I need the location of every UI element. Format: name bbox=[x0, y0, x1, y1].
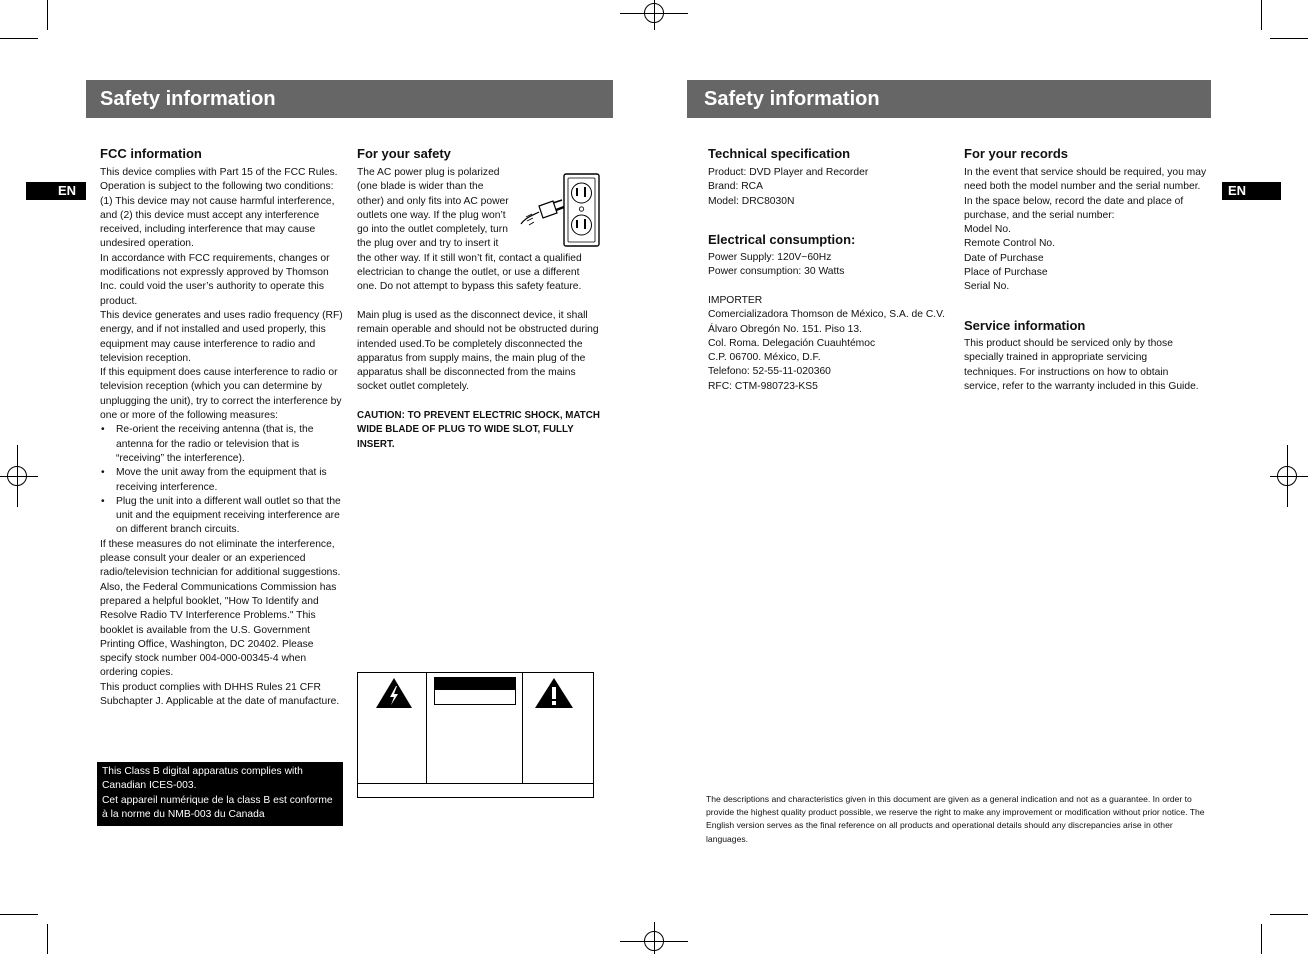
records-field: Serial No. bbox=[964, 281, 1010, 293]
list-item: C.P. 06700. México, D.F. bbox=[708, 352, 821, 364]
fcc-para-3: This device generates and uses radio frequency (RF) energy, and if not installed and used properly, this equipment may cause interference to radio and television reception. bbox=[100, 309, 343, 364]
mains-plug-text: Main plug is used as the disconnect device, it shall remain operable and should not be obstructed during intended used.To be completely disconnected the apparatus from supply mains, the main plug of the apparatus shall be disconnected from the mains socket outlet completely. bbox=[357, 309, 599, 393]
plug-outlet-illustration bbox=[517, 170, 607, 250]
list-item: IMPORTER bbox=[708, 295, 763, 306]
service-heading: Service information bbox=[964, 318, 1086, 333]
fcc-heading: FCC information bbox=[100, 146, 202, 161]
list-item: Telefono: 52-55-11-020360 bbox=[708, 366, 831, 378]
records-field: Date of Purchase bbox=[964, 252, 1044, 264]
tech-spec-heading: Technical specification bbox=[708, 146, 851, 161]
canada-compliance-notice bbox=[97, 762, 343, 826]
plug-polarization-text: The AC power plug is polarized (one blade is wider than the other) and only fits into AC power outlets one way. If the plug won’t go into the outlet completely, turn the plug over and try to insert it the other way. If it still won’t fit, contact a qualified electrician to change the outlet, or use a different one. Do not attempt to bypass this safety feature. bbox=[357, 167, 582, 293]
fcc-para-4: If this equipment does cause interference to radio or television reception (which you can determine by unplugging the unit), try to correct the interference by one or more of the following measures: bbox=[100, 367, 342, 422]
list-item: Comercializadora Thomson de México, S.A. de C.V. bbox=[708, 309, 945, 321]
caution-text: CAUTION: TO PREVENT ELECTRIC SHOCK, MATCH WIDE BLADE OF PLUG TO WIDE SLOT, FULLY INSERT. bbox=[357, 410, 600, 450]
records-heading: For your records bbox=[964, 146, 1069, 161]
fcc-para-6: This product complies with DHHS Rules 21 CFR Subchapter J. Applicable at the date of manufacture. bbox=[100, 681, 340, 707]
right-page-banner: Safety information bbox=[687, 80, 1211, 118]
list-item: • Re-orient the receiving antenna (that is, the antenna for the radio or television that is “receiving” the interference). bbox=[100, 423, 346, 466]
fcc-para-2: In accordance with FCC requirements, changes or modifications not expressly approved by Thomson Inc. could void the user’s authority to operate this product. bbox=[100, 252, 330, 307]
lightning-warning-icon bbox=[375, 677, 413, 709]
list-item: RFC: CTM-980723-KS5 bbox=[708, 380, 818, 392]
list-item: Álvaro Obregón No. 151. Piso 13. bbox=[708, 323, 862, 335]
records-field: Place of Purchase bbox=[964, 267, 1048, 279]
list-item: Brand: RCA bbox=[708, 181, 763, 193]
importer-block bbox=[708, 294, 945, 394]
right-language-tab: EN bbox=[1222, 182, 1281, 200]
list-item: Product: DVD Player and Recorder bbox=[708, 167, 869, 178]
records-body bbox=[964, 166, 1208, 295]
canada-notice-french: Cet appareil numérique de la class B est conforme à la norme du NMB-003 du Canada bbox=[102, 794, 333, 820]
electrical-list bbox=[708, 251, 844, 280]
warning-label-title-bar bbox=[434, 677, 516, 705]
left-page-banner: Safety information bbox=[86, 80, 613, 118]
service-text: This product should be serviced only by those specially trained in appropriate servicing techniques. For instructions on how to obtain service, refer to the warranty included in this Guide. bbox=[964, 338, 1199, 392]
safety-body bbox=[357, 166, 601, 452]
list-item: Power Supply: 120V~60Hz bbox=[708, 252, 832, 263]
fcc-measures-list bbox=[100, 423, 346, 537]
canada-notice-english: This Class B digital apparatus complies with Canadian ICES-003. bbox=[102, 766, 303, 792]
records-intro: In the event that service should be required, you may need both the model number and the serial number. In the space below, record the date and place of purchase, and the serial number: bbox=[964, 167, 1207, 221]
electrical-heading: Electrical consumption: bbox=[708, 232, 856, 247]
records-field: Remote Control No. bbox=[964, 238, 1055, 250]
list-item: Power consumption: 30 Watts bbox=[708, 266, 845, 278]
fcc-para-1: This device complies with Part 15 of the FCC Rules. Operation is subject to the following two conditions: (1) This device may not cause harmful interference, and (2) this device must accept any interference received, including interference that may cause undesired operation. bbox=[100, 167, 338, 250]
records-field: Model No. bbox=[964, 224, 1011, 236]
warning-label-box bbox=[357, 672, 594, 798]
fcc-para-5: If these measures do not eliminate the interference, please consult your dealer or an experienced radio/television technician for additional suggestions. Also, the Federal Communications Commission has prepared a helpful booklet, "How To Identify and Resolve Radio TV Interference Problems." This booklet is available from the U.S. Government Printing Office, Washington, DC 20402. Please specify stock number 004-000-00345-4 when ordering copies. bbox=[100, 538, 341, 679]
disclaimer-footnote: The descriptions and characteristics given in this document are given as a general indication and not as a guarantee. In order to provide the highest quality product possible, we reserve the right to make any improvement or modification without prior notice. The English version serves as the final reference on all products and operational details should any discrepancies arise in other languages. bbox=[706, 794, 1205, 844]
list-item: Col. Roma. Delegación Cuauhtémoc bbox=[708, 337, 876, 349]
fcc-body bbox=[100, 166, 346, 709]
list-item: • Plug the unit into a different wall outlet so that the unit and the equipment receiving interference are on different branch circuits. bbox=[100, 495, 346, 538]
safety-heading: For your safety bbox=[357, 146, 451, 161]
left-language-tab: EN bbox=[26, 182, 86, 200]
exclamation-warning-icon bbox=[534, 677, 574, 709]
list-item: Model: DRC8030N bbox=[708, 195, 795, 207]
polarized-plug-icon bbox=[517, 170, 607, 250]
list-item: • Move the unit away from the equipment that is receiving interference. bbox=[100, 466, 346, 495]
tech-spec-list bbox=[708, 166, 868, 209]
